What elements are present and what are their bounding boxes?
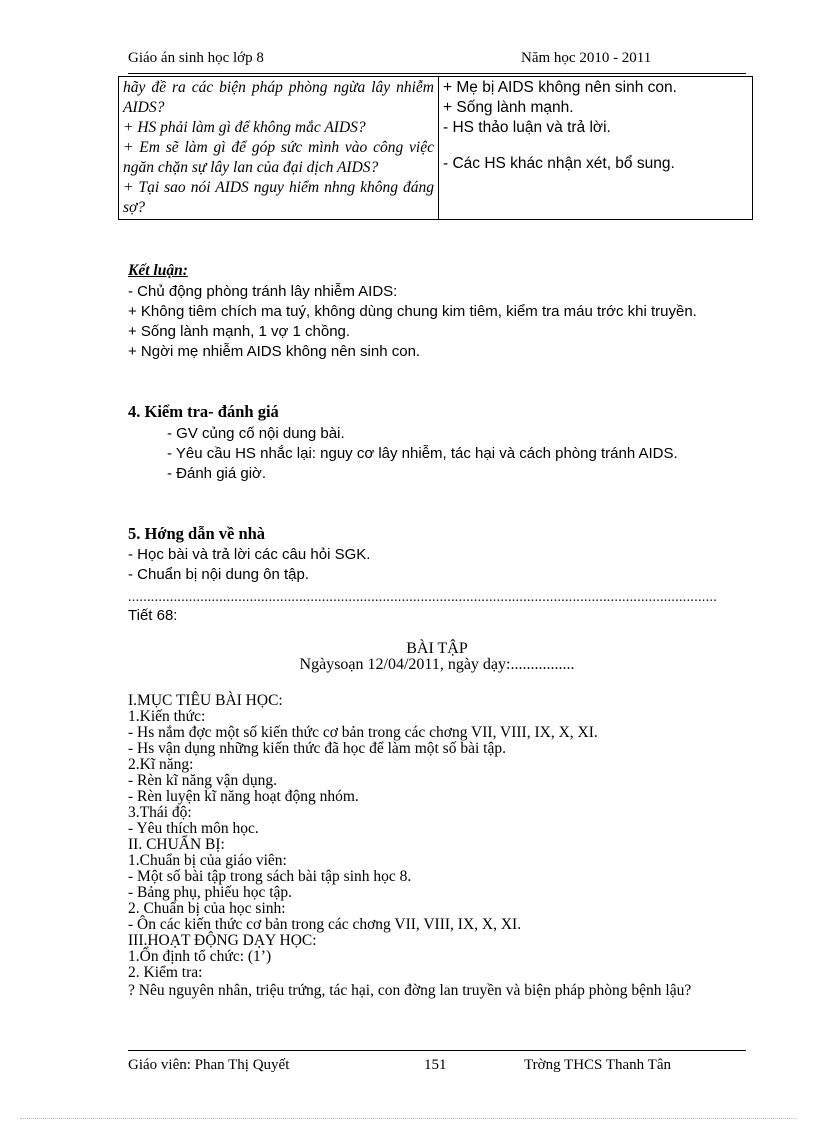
activity-table — [118, 76, 753, 220]
objective-line: 1.Kiến thức: — [128, 708, 206, 725]
footer-teacher: Giáo viên: Phan Thị Quyết — [128, 1057, 290, 1073]
table-cell-text: - HS thảo luận và trả lời. — [443, 119, 611, 136]
table-row — [119, 77, 753, 220]
objective-line: II. CHUẨN BỊ: — [128, 836, 225, 853]
question-text: ? Nêu nguyên nhân, triệu trứng, tác hại, con đờng lan truyền và biện pháp phòng bệnh lậu? — [128, 982, 692, 999]
table-cell-text: + Em sẽ làm gì để góp sức mình vào công việc ngăn chặn sự lây lan của đại dịch AIDS? — [123, 139, 434, 176]
separator-dots: ........................................................................................................................................................... — [128, 590, 717, 605]
ket-luan-line: + Không tiêm chích ma tuý, không dùng chung kim tiêm, kiểm tra máu trớc khi truyền. — [128, 303, 697, 320]
objective-line: - Ôn các kiến thức cơ bản trong các chơng VII, VIII, IX, X, XI. — [128, 916, 522, 933]
objective-line: 3.Thái độ: — [128, 804, 192, 821]
ket-luan-heading: Kết luận: — [128, 262, 188, 279]
header-subject: Giáo án sinh học lớp 8 — [128, 50, 264, 66]
objective-line: - Rèn kĩ năng vận dụng. — [128, 772, 277, 789]
teacher-column — [119, 77, 439, 220]
period-label: Tiết 68: — [128, 607, 178, 624]
objective-line: III.HOẠT ĐỘNG DẠY HỌC: — [128, 932, 317, 949]
section-4-line: - Yêu cầu HS nhắc lại: nguy cơ lây nhiễm, tác hại và cách phòng tránh AIDS. — [167, 445, 678, 462]
ket-luan-line: + Ngời mẹ nhiễm AIDS không nên sinh con. — [128, 343, 421, 360]
objective-line: 2. Chuẩn bị của học sinh: — [128, 900, 286, 917]
objective-line: - Một số bài tập trong sách bài tập sinh học 8. — [128, 868, 412, 885]
objective-line: 2.Kĩ năng: — [128, 756, 194, 773]
objective-line: 1.Chuẩn bị của giáo viên: — [128, 852, 287, 869]
table-cell-text: hãy đề ra các biện pháp phòng ngừa lây nhiễm AIDS? — [123, 79, 434, 116]
section-5-body — [128, 545, 370, 585]
table-cell-text: + Sống lành mạnh. — [443, 99, 574, 116]
objective-line: - Yêu thích môn học. — [128, 820, 259, 837]
table-cell-text: + HS phải làm gì để không mắc AIDS? — [123, 119, 366, 136]
ket-luan-line: + Sống lành mạnh, 1 vợ 1 chồng. — [128, 323, 351, 340]
header-rule — [128, 73, 746, 74]
page-header — [128, 50, 746, 72]
student-column — [439, 77, 753, 220]
table-cell-text: - Các HS khác nhận xét, bổ sung. — [443, 155, 675, 172]
section-4-heading: 4. Kiểm tra- đánh giá — [128, 402, 279, 421]
table-cell-text: + Tại sao nói AIDS nguy hiểm nhng không đáng sợ? — [123, 179, 434, 216]
objectives-heading: I.MỤC TIÊU BÀI HỌC: — [128, 692, 283, 709]
section-4-line: - GV củng cố nội dung bài. — [167, 425, 345, 442]
objective-line: 1.Ổn định tổ chức: (1’) — [128, 948, 272, 965]
table-cell-text: + Mẹ bị AIDS không nên sinh con. — [443, 79, 677, 96]
section-5-heading: 5. Hớng dẫn về nhà — [128, 524, 266, 543]
ket-luan-line: - Chủ động phòng tránh lây nhiễm AIDS: — [128, 283, 398, 300]
objective-line: - Rèn luyện kĩ năng hoạt động nhóm. — [128, 788, 359, 805]
spacer — [443, 138, 748, 154]
section-5-line: - Chuẩn bị nội dung ôn tập. — [128, 566, 309, 583]
objective-line: 2. Kiểm tra: — [128, 964, 203, 981]
section-4-line: - Đánh giá giờ. — [167, 465, 267, 482]
footer-rule — [128, 1050, 746, 1051]
footer-school: Trờng THCS Thanh Tân — [524, 1057, 671, 1073]
lesson-title: BÀI TẬP — [406, 640, 468, 657]
header-school-year: Năm học 2010 - 2011 — [521, 50, 652, 66]
objective-line: - Hs vận dụng những kiến thức đã học để làm một số bài tập. — [128, 740, 506, 757]
section-4-body — [167, 424, 745, 484]
objective-line: - Hs nắm đợc một số kiến thức cơ bản trong các chơng VII, VIII, IX, X, XI. — [128, 724, 598, 741]
section-5-line: - Học bài và trả lời các câu hỏi SGK. — [128, 546, 371, 563]
page-edge-dots — [20, 1118, 796, 1119]
objectives-block — [128, 693, 745, 1000]
lesson-date-line: Ngàysoạn 12/04/2011, ngày dạy:................ — [299, 656, 575, 673]
footer-page-number: 151 — [424, 1057, 447, 1073]
objective-line: - Bảng phụ, phiếu học tập. — [128, 884, 293, 901]
ket-luan-body — [128, 282, 745, 362]
